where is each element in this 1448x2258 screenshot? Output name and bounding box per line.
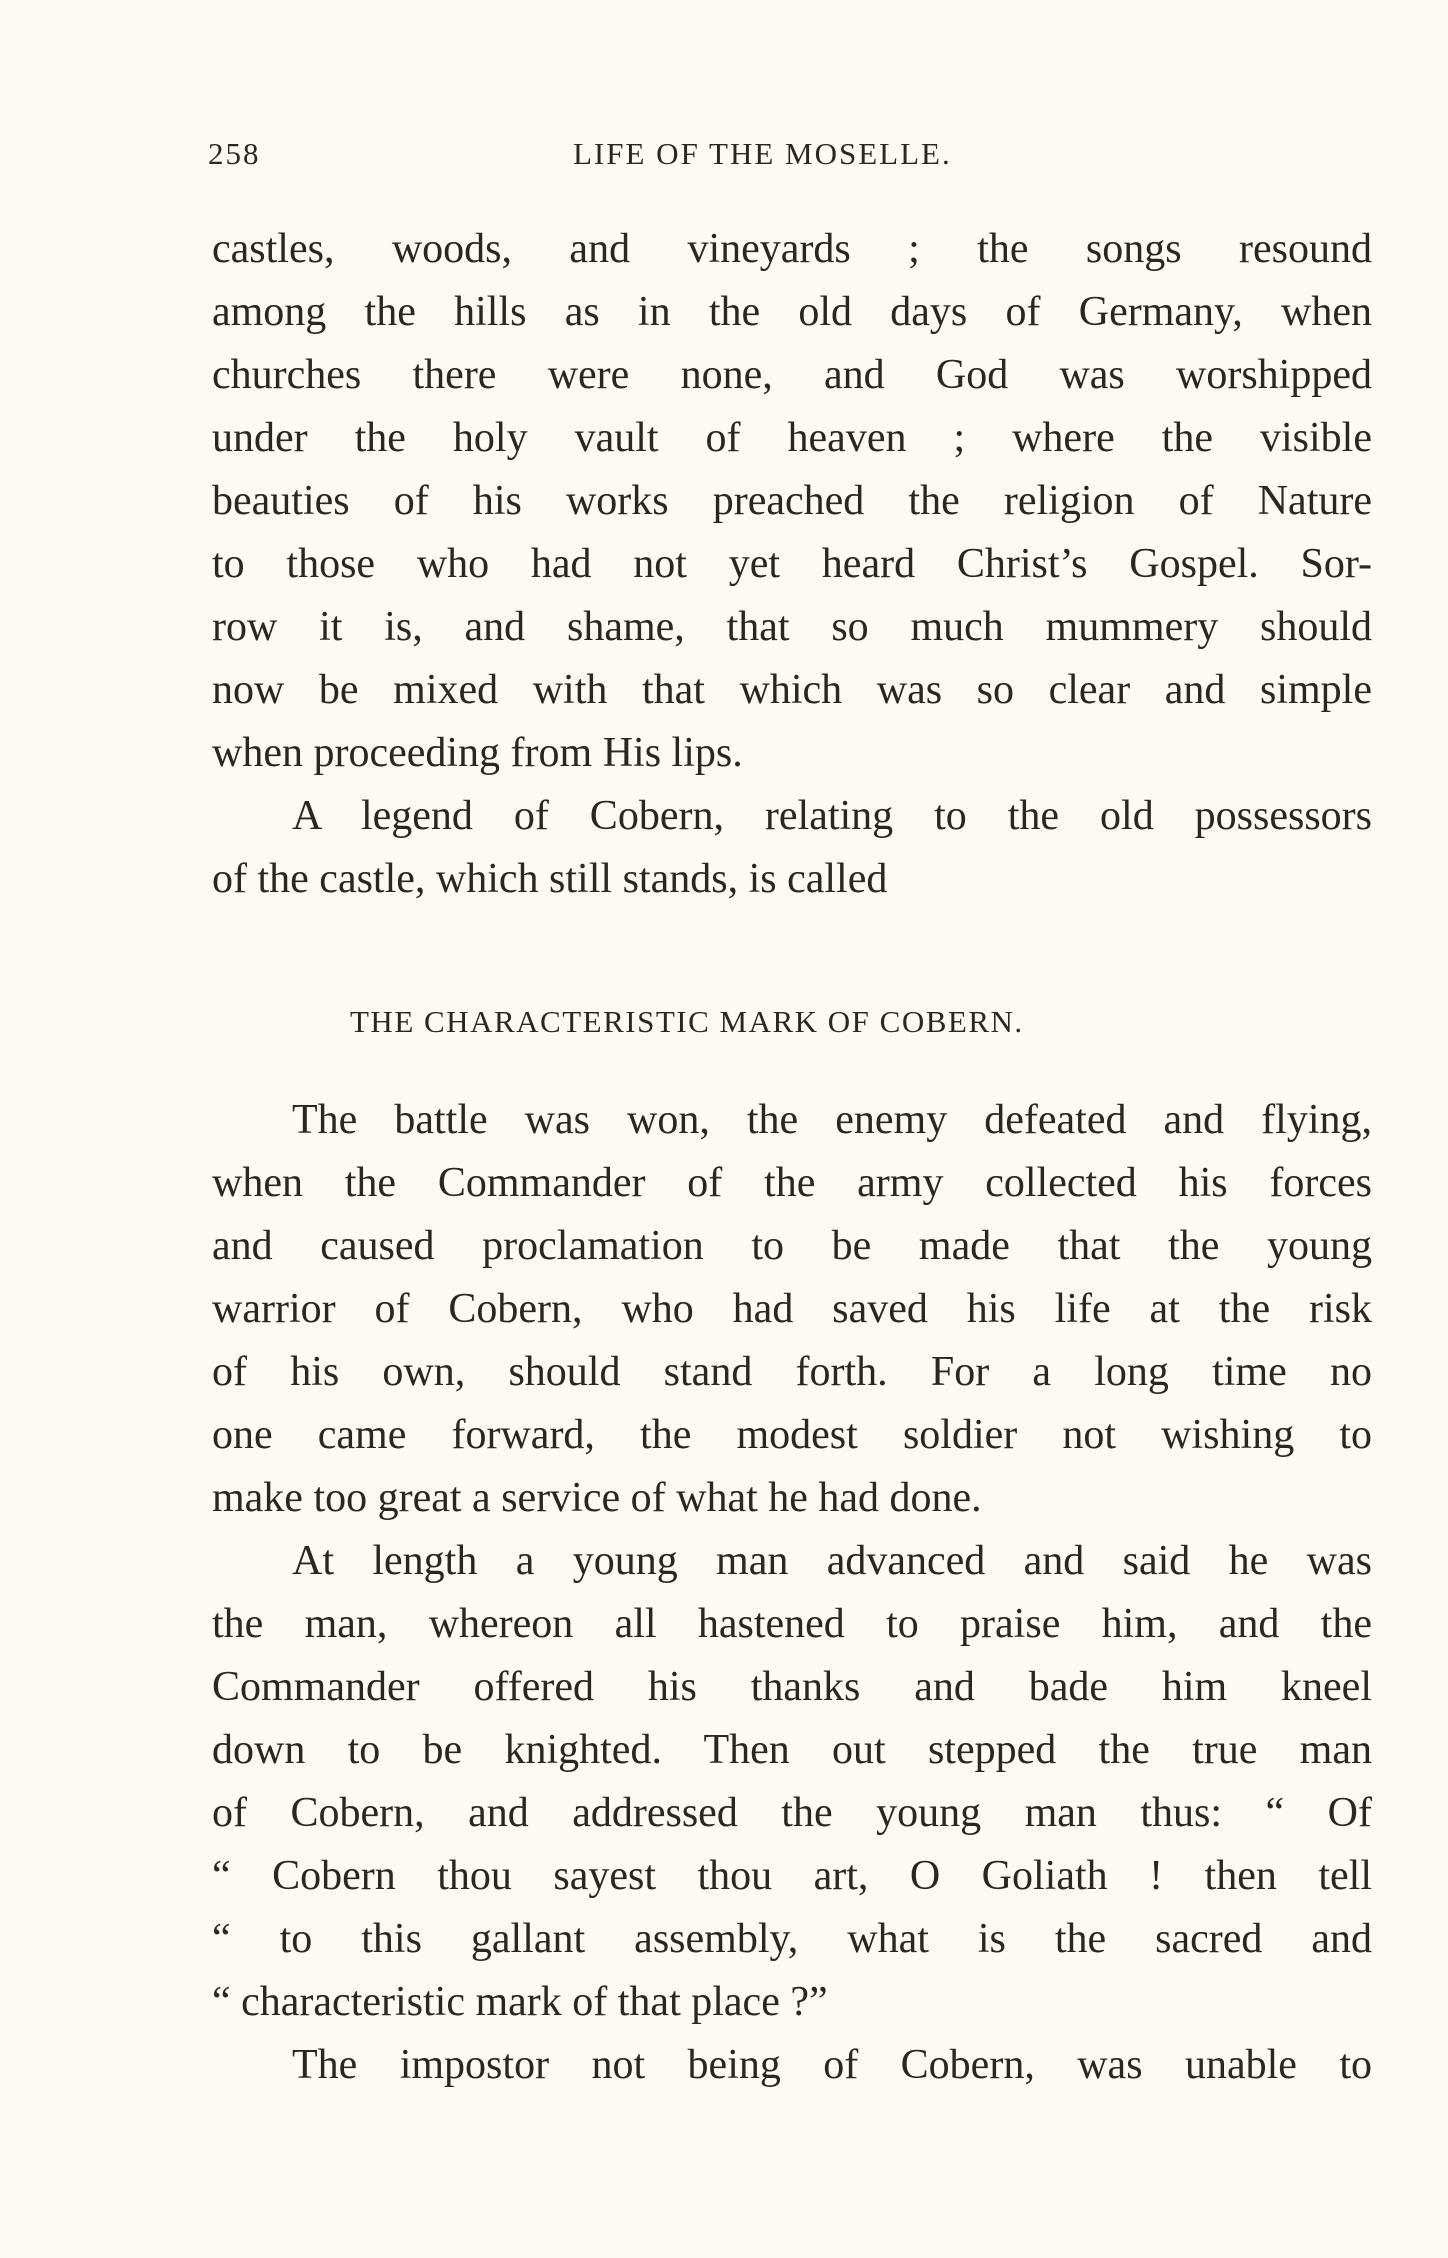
text-line: At length a young man advanced and said he was	[292, 1538, 1372, 1584]
text-line: and caused proclamation to be made that the young	[212, 1223, 1372, 1269]
text-line: of the castle, which still stands, is called	[212, 856, 888, 902]
text-line: A legend of Cobern, relating to the old possessors	[292, 793, 1372, 839]
running-head	[208, 136, 1368, 176]
text-line: when the Commander of the army collected his forces	[212, 1160, 1372, 1206]
text-line: The battle was won, the enemy defeated and flying,	[292, 1097, 1372, 1143]
text-line: down to be knighted. Then out stepped the true man	[212, 1727, 1372, 1773]
section-heading: THE CHARACTERISTIC MARK OF COBERN.	[350, 1004, 1024, 1039]
text-line: warrior of Cobern, who had saved his life at the risk	[212, 1286, 1372, 1332]
running-title: LIFE OF THE MOSELLE.	[573, 136, 952, 171]
text-line: under the holy vault of heaven ; where the visible	[212, 415, 1372, 461]
text-line: “ characteristic mark of that place ?”	[212, 1979, 828, 2025]
text-line: make too great a service of what he had done.	[212, 1475, 982, 1521]
text-line: among the hills as in the old days of Germany, when	[212, 289, 1372, 335]
paragraph-block-1	[212, 218, 1372, 911]
text-line: beauties of his works preached the religion of Nature	[212, 478, 1372, 524]
text-line: The impostor not being of Cobern, was unable to	[292, 2042, 1372, 2088]
text-line: row it is, and shame, that so much mummery should	[212, 604, 1372, 650]
text-line: churches there were none, and God was worshipped	[212, 352, 1372, 398]
text-line: of his own, should stand forth. For a long time no	[212, 1349, 1372, 1395]
text-line: the man, whereon all hastened to praise him, and the	[212, 1601, 1372, 1647]
text-line: of Cobern, and addressed the young man thus: “ Of	[212, 1790, 1372, 1836]
text-line: Commander offered his thanks and bade him kneel	[212, 1664, 1372, 1710]
text-line: when proceeding from His lips.	[212, 730, 743, 776]
text-line: “ to this gallant assembly, what is the sacred and	[212, 1916, 1372, 1962]
text-line: “ Cobern thou sayest thou art, O Goliath ! then tell	[212, 1853, 1372, 1899]
paragraph-block-2	[212, 1089, 1372, 2097]
page-number: 258	[208, 136, 261, 171]
text-line: castles, woods, and vineyards ; the songs resound	[212, 226, 1372, 272]
text-line: to those who had not yet heard Christ’s Gospel. Sor-	[212, 541, 1372, 587]
text-line: now be mixed with that which was so clear and simple	[212, 667, 1372, 713]
text-line: one came forward, the modest soldier not wishing to	[212, 1412, 1372, 1458]
